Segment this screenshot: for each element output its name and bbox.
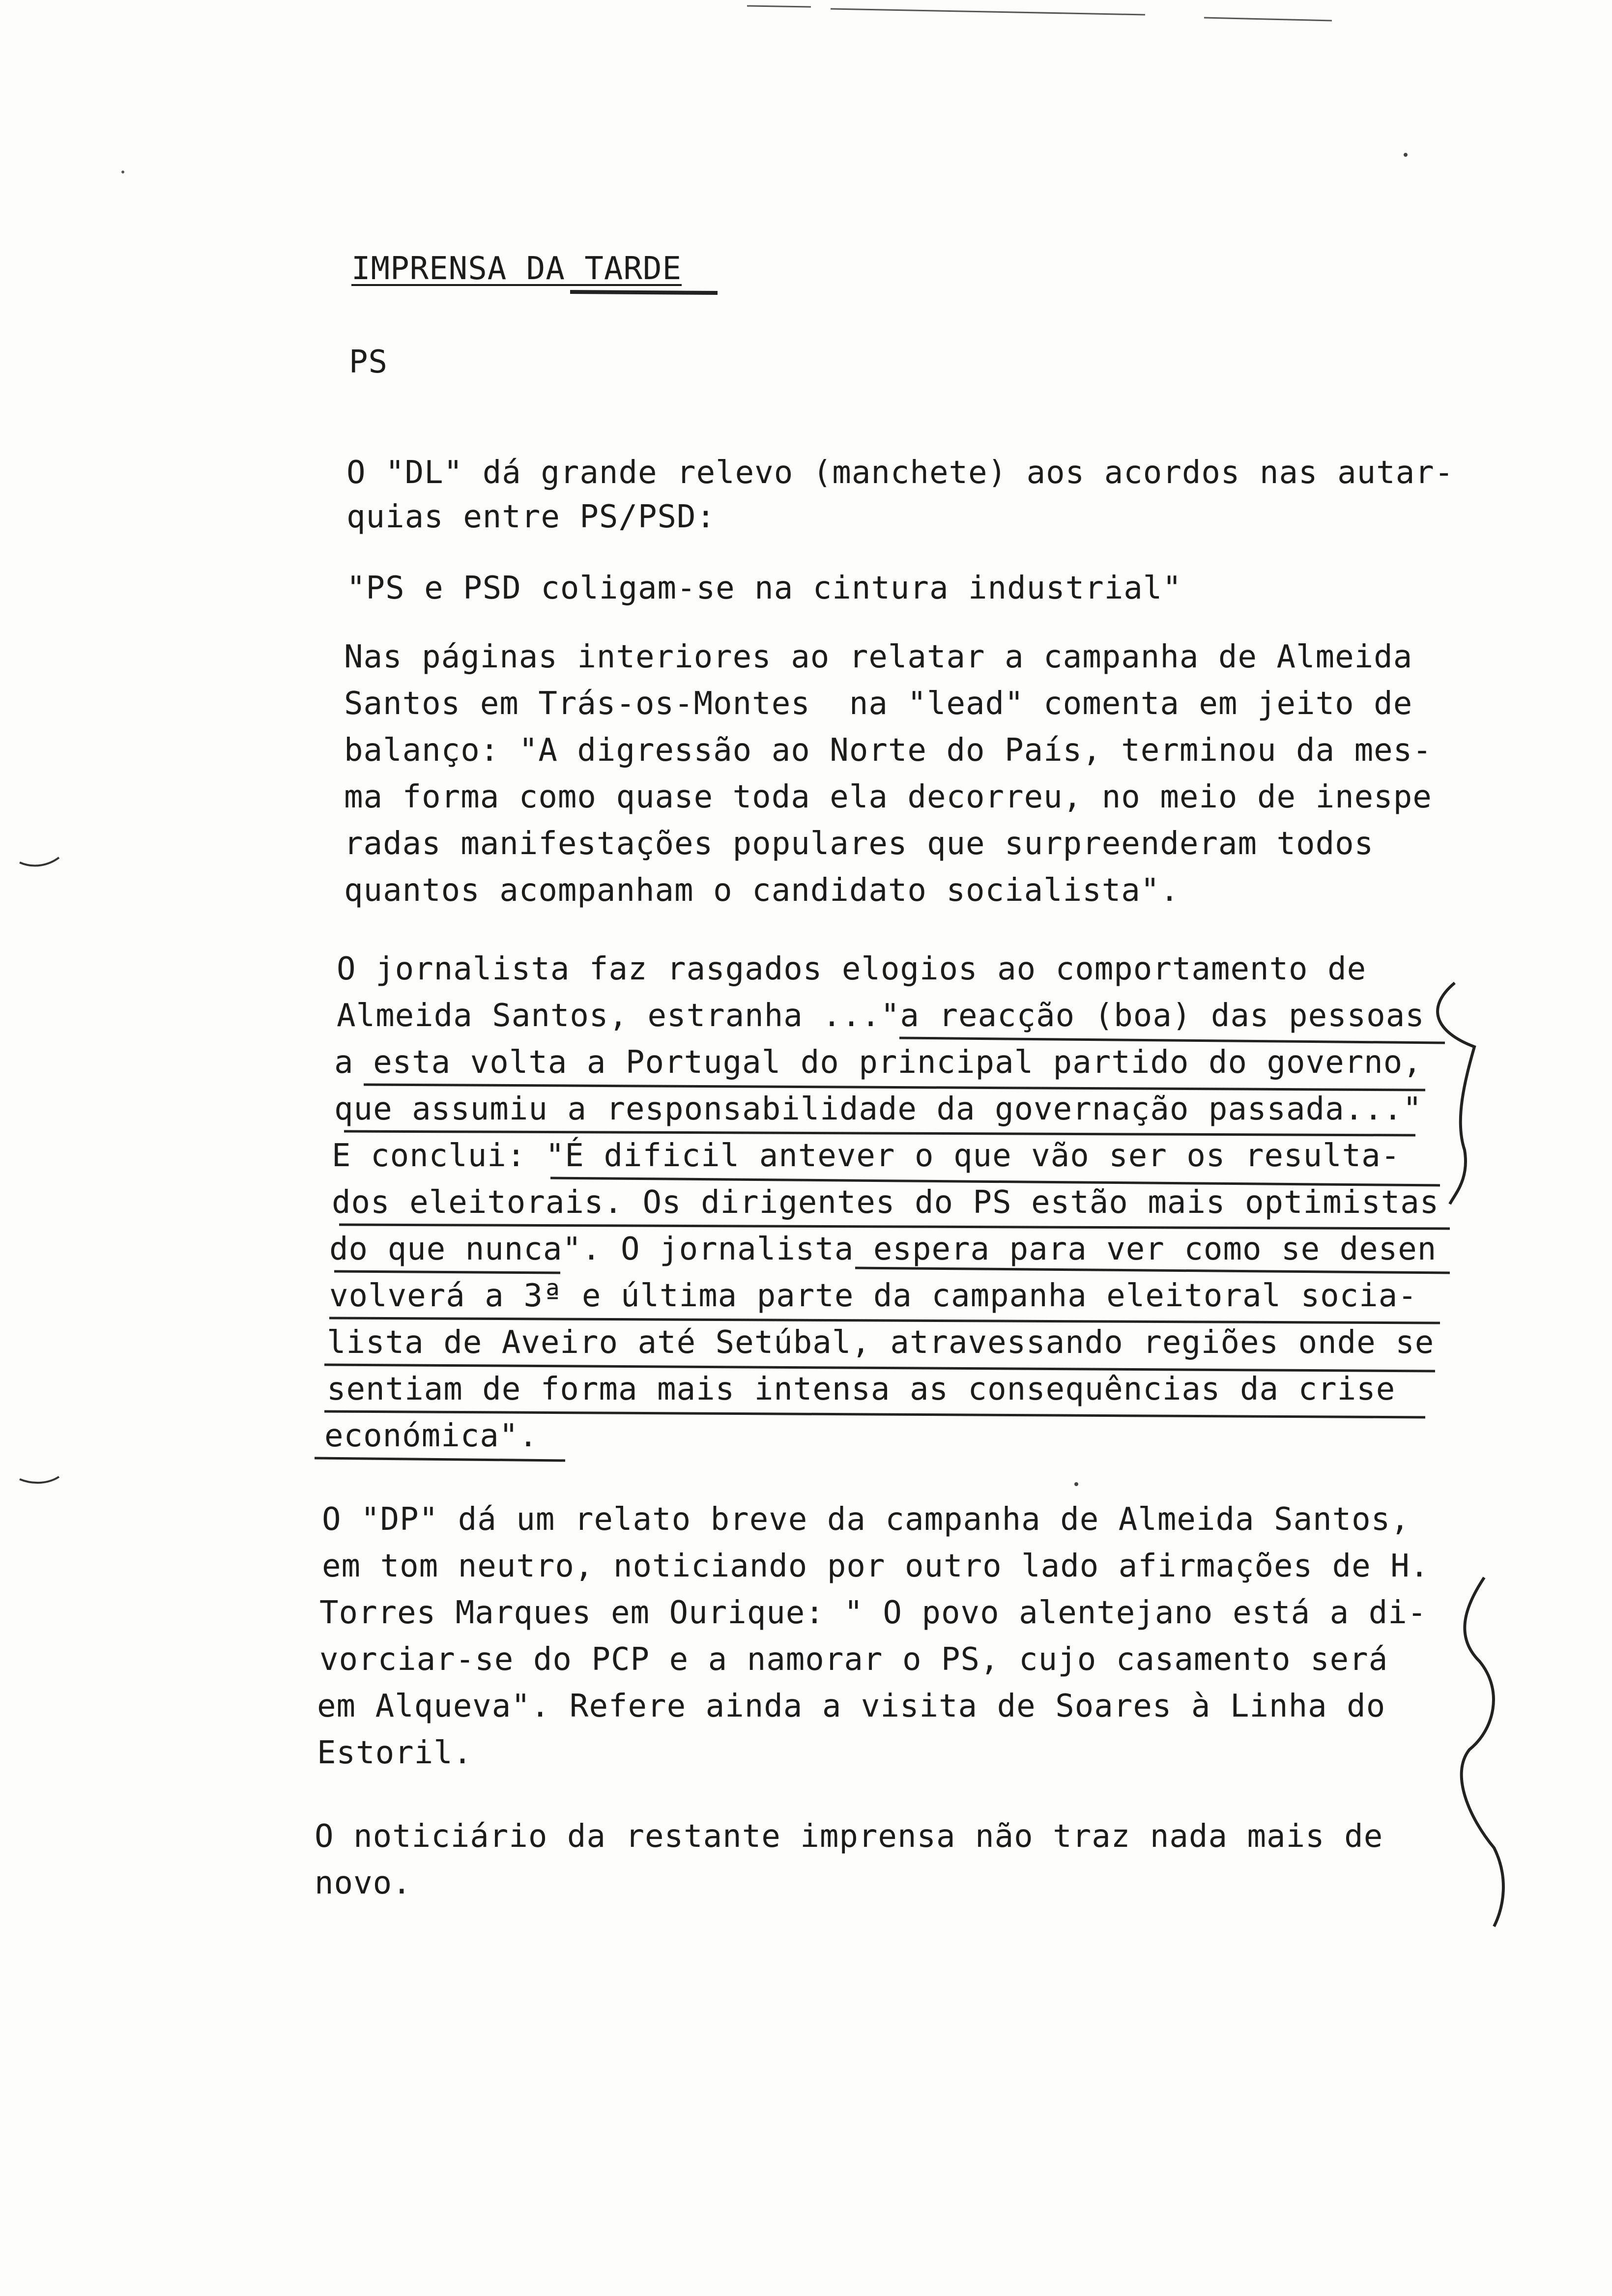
text-line: novo. [315, 1865, 412, 1901]
margin-wave-mark [1462, 1578, 1503, 1926]
text-line: ma forma como quase toda ela decorreu, no meio de inespe [344, 779, 1432, 815]
text-line: "PS e PSD coligam-se na cintura industrial" [346, 570, 1182, 606]
text-line: O jornalista faz rasgados elogios ao comportamento de [337, 951, 1367, 987]
text-line: O noticiário da restante imprensa não traz nada mais de [315, 1818, 1383, 1855]
text-line: balanço: "A digressão ao Norte do País, terminou da mes- [344, 732, 1432, 769]
scan-artifact-left [20, 858, 59, 866]
text-line: radas manifestações populares que surpreenderam todos [344, 826, 1374, 862]
text-line: Estoril. [317, 1735, 473, 1771]
speck [1404, 153, 1408, 157]
text-line: vorciar-se do PCP e a namorar o PS, cujo casamento será [319, 1641, 1388, 1678]
text-line: do que nunca". O jornalista espera para ver como se desen [329, 1231, 1437, 1267]
text-line: O "DP" dá um relato breve da campanha de Almeida Santos, [322, 1501, 1410, 1538]
text-line: Nas páginas interiores ao relatar a campanha de Almeida [344, 639, 1413, 675]
page-heading: IMPRENSA DA TARDE [351, 251, 682, 287]
text-line: dos eleitorais. Os dirigentes do PS estão mais optimistas [332, 1184, 1439, 1221]
text-line: económica". [324, 1418, 538, 1454]
text-line: E conclui: "É dificil antever o que vão ser os resulta- [332, 1138, 1401, 1174]
text-line: Torres Marques em Ourique: " O povo alentejano está a di- [319, 1595, 1427, 1631]
text-line: a esta volta a Portugal do principal partido do governo, [334, 1044, 1422, 1081]
scan-artifact-line [747, 6, 1332, 21]
text-line: Almeida Santos, estranha ..."a reacção (boa) das pessoas [337, 998, 1425, 1034]
text-line: quias entre PS/PSD: [346, 499, 716, 535]
text-line: volverá a 3ª e última parte da campanha eleitoral socia- [329, 1278, 1417, 1314]
text-line: em tom neutro, noticiando por outro lado afirmações de H. [322, 1548, 1430, 1584]
speck [121, 171, 124, 173]
text-line: em Alqueva". Refere ainda a visita de Soares à Linha do [317, 1688, 1386, 1724]
text-line: quantos acompanham o candidato socialista". [344, 872, 1180, 909]
text-line: que assumiu a responsabilidade da governação passada..." [334, 1091, 1422, 1127]
speck [1074, 1482, 1078, 1486]
scan-artifact-left [20, 1477, 59, 1483]
margin-bracket-mark [1438, 983, 1474, 1204]
section-label: PS [349, 344, 388, 380]
text-line: sentiam de forma mais intensa as consequências da crise [327, 1371, 1396, 1407]
text-line: Santos em Trás-os-Montes na "lead" comenta em jeito de [344, 686, 1413, 722]
text-line: O "DL" dá grande relevo (manchete) aos acordos nas autar- [346, 455, 1454, 491]
heading-underline-mark [570, 292, 718, 293]
text-line: lista de Aveiro até Setúbal, atravessando regiões onde se [327, 1324, 1435, 1361]
